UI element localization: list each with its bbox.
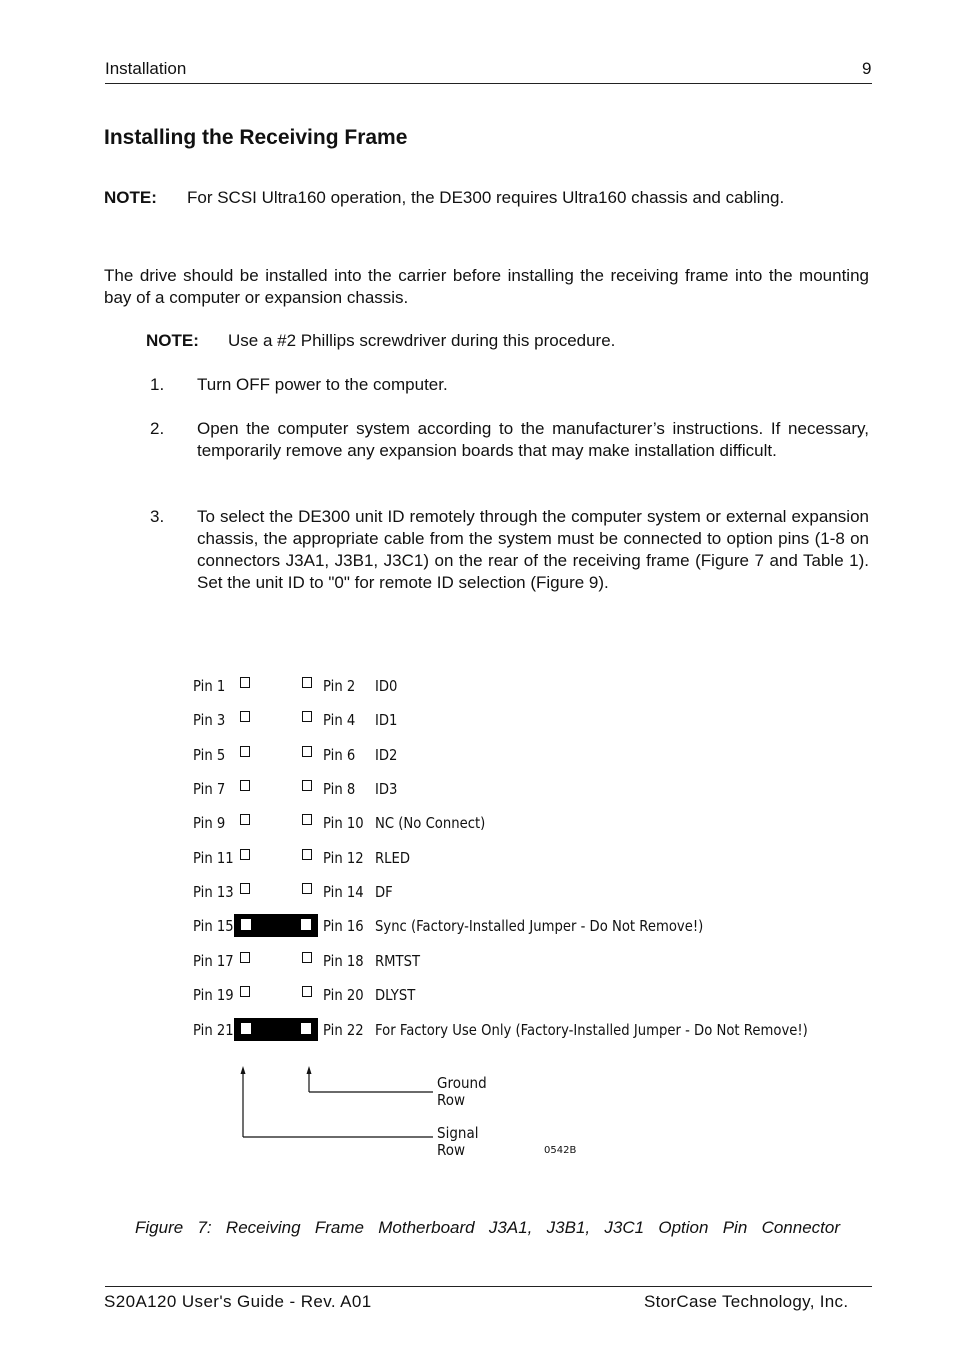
step-text: Open the computer system according to the manufacturer’s instructions. If necessary, temporarily remove any expansion boards that may make installation difficult. — [197, 419, 869, 460]
pin-signal-name: For Factory Use Only (Factory-Installed Jumper - Do Not Remove!) — [375, 1021, 808, 1039]
figure-caption: Figure 7: Receiving Frame Motherboard J3A1, J3B1, J3C1 Option Pin Connector — [135, 1218, 840, 1237]
signal-row-label-line2: Row — [437, 1141, 466, 1159]
pin-label-right: Pin 14 — [323, 883, 364, 901]
ground-row-label-line2: Row — [437, 1091, 466, 1109]
pin-label-left: Pin 11 — [193, 849, 234, 867]
page-number: 9 — [862, 59, 872, 78]
pin-label-right: Pin 10 — [323, 814, 364, 832]
note-text-2: Use a #2 Phillips screwdriver during this procedure. — [228, 331, 616, 350]
pin-label-right: Pin 2 — [323, 677, 356, 695]
signal-row-arrowhead — [241, 1066, 246, 1074]
pin-label-right: Pin 18 — [323, 952, 364, 970]
ground-row-arrowhead — [307, 1066, 312, 1074]
footer-right: StorCase Technology, Inc. — [644, 1292, 849, 1311]
pin-label-right: Pin 4 — [323, 711, 356, 729]
figure-code: 0542B — [544, 1145, 577, 1156]
pin-label-right: Pin 12 — [323, 849, 364, 867]
signal-row-label-line1: Signal — [437, 1124, 479, 1142]
pin-label-left: Pin 13 — [193, 883, 234, 901]
ground-row-label — [437, 1075, 487, 1109]
intro-paragraph: The drive should be installed into the carrier before installing the receiving frame into the mounting bay of a computer or expansion chassis. — [104, 266, 869, 307]
note-text: For SCSI Ultra160 operation, the DE300 requires Ultra160 chassis and cabling. — [187, 188, 785, 207]
pin-signal-name: ID0 — [375, 677, 398, 695]
pin-signal-name: Sync (Factory-Installed Jumper - Do Not Remove!) — [375, 917, 704, 935]
pin-label-left: Pin 15 — [193, 917, 234, 935]
ground-row-label-line1: Ground — [437, 1074, 487, 1092]
note-label: NOTE: — [104, 188, 157, 207]
pin-label-right: Pin 8 — [323, 780, 356, 798]
pin-label-left: Pin 3 — [193, 711, 226, 729]
pin-label-left: Pin 21 — [193, 1021, 234, 1039]
step-number: 2. — [150, 419, 165, 438]
pin-signal-name: RLED — [375, 849, 411, 867]
pin-label-left: Pin 7 — [193, 780, 226, 798]
header-section-title: Installation — [105, 59, 187, 78]
footer-left: S20A120 User's Guide - Rev. A01 — [104, 1292, 372, 1311]
pin-signal-name: DLYST — [375, 986, 416, 1004]
pin-label-right: Pin 20 — [323, 986, 364, 1004]
section-heading: Installing the Receiving Frame — [104, 126, 408, 149]
pin-signal-name: DF — [375, 883, 393, 901]
step-number: 1. — [150, 375, 165, 394]
pin-signal-name: ID1 — [375, 711, 398, 729]
step-text: Turn OFF power to the computer. — [197, 375, 448, 394]
step-number: 3. — [150, 507, 165, 526]
pin-label-left: Pin 5 — [193, 746, 226, 764]
pin-label-right: Pin 6 — [323, 746, 356, 764]
step-text: To select the DE300 unit ID remotely through the computer system or external expansion chassis, the appropriate cable from the system must be connected to option pins (1-8 on connectors J3A1, J3B1, J3C1) on the rear of the receiving frame (Figure 7 and Table 1). Set the unit ID to "0" for remote ID selection (Figure 9). — [197, 507, 869, 592]
pin-label-left: Pin 9 — [193, 814, 226, 832]
signal-row-label — [437, 1125, 478, 1159]
footer-rule — [105, 1286, 872, 1287]
pin-signal-name: RMTST — [375, 952, 421, 970]
pin-signal-name: NC (No Connect) — [375, 814, 486, 832]
pin-signal-name: ID3 — [375, 780, 398, 798]
note-label-2: NOTE: — [146, 331, 199, 350]
pin-label-left: Pin 1 — [193, 677, 226, 695]
pin-label-right: Pin 16 — [323, 917, 364, 935]
pin-label-left: Pin 17 — [193, 952, 234, 970]
pin-signal-name: ID2 — [375, 746, 398, 764]
pin-label-right: Pin 22 — [323, 1021, 364, 1039]
pin-label-left: Pin 19 — [193, 986, 234, 1004]
